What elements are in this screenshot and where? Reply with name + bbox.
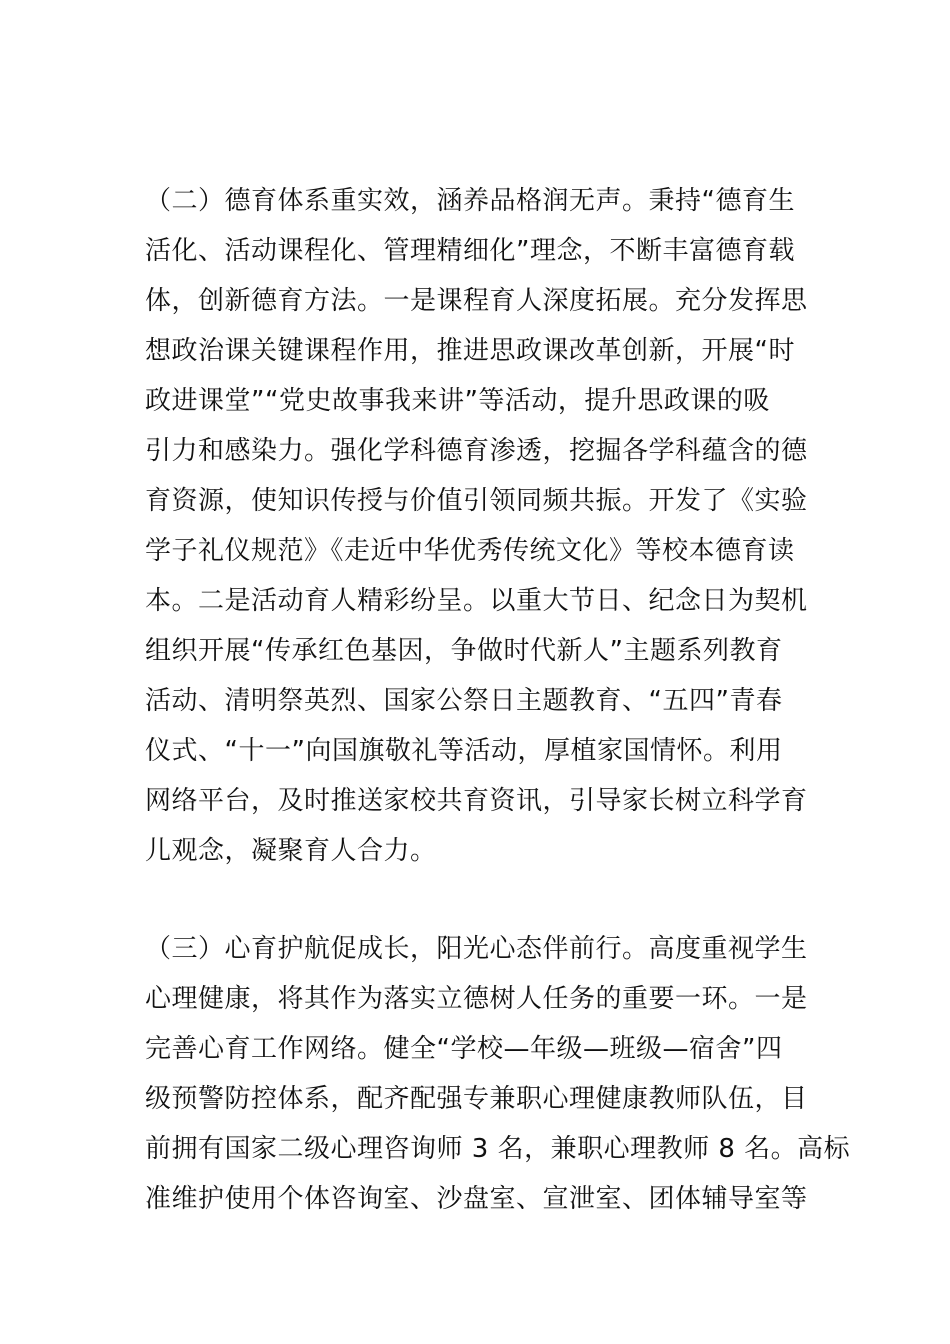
paragraph-line: 政进课堂”“党史故事我来讲”等活动，提升思政课的吸 [145, 386, 770, 416]
paragraph-line: 级预警防控体系，配齐配强专兼职心理健康教师队伍，目 [145, 1084, 808, 1114]
paragraph-line: （三）心育护航促成长，阳光心态伴前行。高度重视学生 [145, 934, 808, 964]
paragraph-line: 完善心育工作网络。健全“学校—年级—班级—宿舍”四 [145, 1034, 783, 1064]
paragraph-line: 心理健康，将其作为落实立德树人任务的重要一环。一是 [145, 984, 808, 1014]
paragraph-line: 学子礼仪规范》《走近中华优秀传统文化》等校本德育读 [145, 536, 795, 566]
paragraph-line: 体，创新德育方法。一是课程育人深度拓展。充分发挥思 [145, 286, 808, 316]
paragraph-line: 准维护使用个体咨询室、沙盘室、宣泄室、团体辅导室等 [145, 1184, 808, 1214]
paragraph-line: 活化、活动课程化、管理精细化”理念，不断丰富德育载 [145, 236, 795, 266]
paragraph-line: 网络平台，及时推送家校共育资讯，引导家长树立科学育 [145, 786, 808, 816]
paragraph-line: 前拥有国家二级心理咨询师 3 名，兼职心理教师 8 名。高标 [145, 1134, 851, 1164]
paragraph-line: 组织开展“传承红色基因，争做时代新人”主题系列教育 [145, 636, 783, 666]
paragraph-line: 仪式、“十一”向国旗敬礼等活动，厚植家国情怀。利用 [145, 736, 783, 766]
paragraph-line: 育资源，使知识传授与价值引领同频共振。开发了《实验 [145, 486, 808, 516]
paragraph-line: 儿观念，凝聚育人合力。 [145, 836, 437, 866]
paragraph-line: 本。二是活动育人精彩纷呈。以重大节日、纪念日为契机 [145, 586, 808, 616]
paragraph-line: 活动、清明祭英烈、国家公祭日主题教育、“五四”青春 [145, 686, 783, 716]
paragraph-line: 引力和感染力。强化学科德育渗透，挖掘各学科蕴含的德 [145, 436, 808, 466]
paragraph-line: 想政治课关键课程作用，推进思政课改革创新，开展“时 [145, 336, 795, 366]
paragraph-line: （二）德育体系重实效，涵养品格润无声。秉持“德育生 [145, 186, 795, 216]
